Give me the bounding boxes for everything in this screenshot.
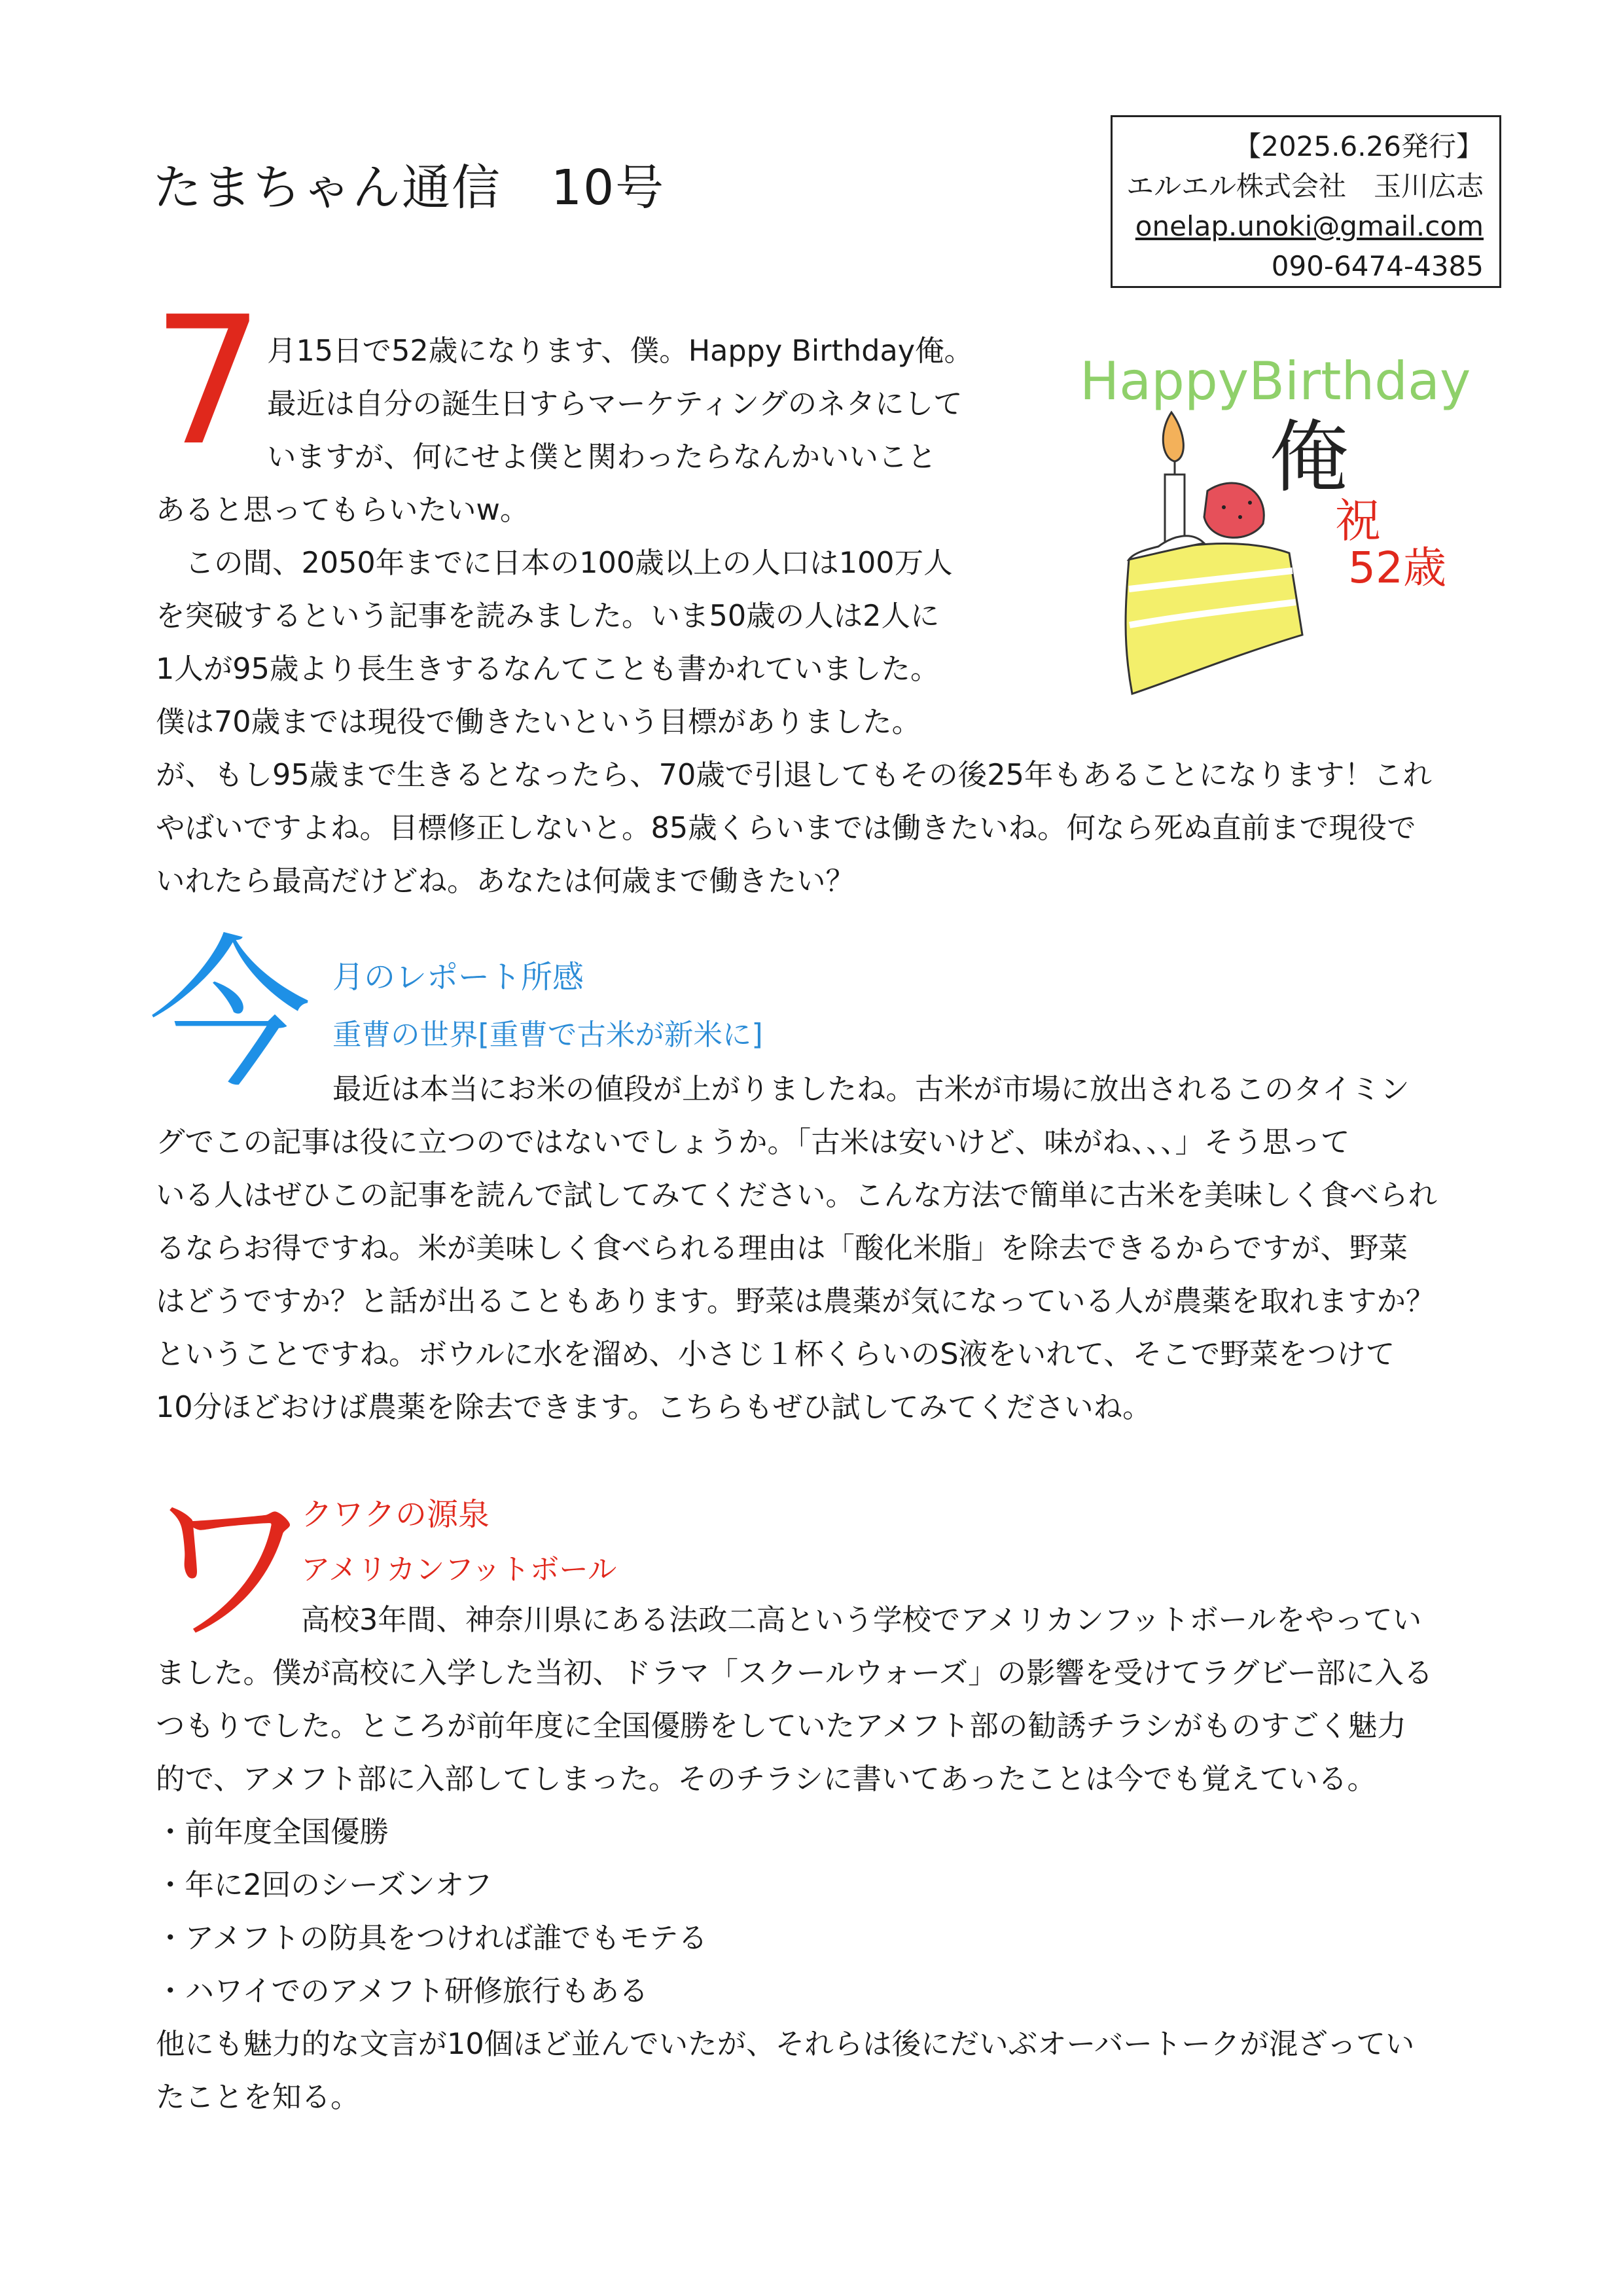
issue-date: 【2025.6.26発行】 [1234, 130, 1484, 162]
section3-bullet: ・前年度全国優勝 [156, 1816, 389, 1849]
section3-line: 的で、アメフト部に入部してしまった。そのチラシに書いてあったことは今でも覚えている。 [156, 1763, 1376, 1796]
happy-birthday-text: HappyBirthday [1080, 351, 1471, 412]
section1-line: いれたら最高だけどね。あなたは何歳まで働きたい？ [156, 865, 855, 898]
page-title: たまちゃん通信 10号 [153, 160, 666, 216]
section2-line: 最近は本当にお米の値段が上がりましたね。古米が市場に放出されるこのタイミン [332, 1073, 1410, 1106]
iwai-text: 祝 [1335, 494, 1381, 548]
section2-title: 月のレポート所感 [332, 959, 584, 996]
section3-subtitle: アメリカンフットボール [301, 1553, 617, 1587]
section3-line: 他にも魅力的な文言が10個ほど並んでいたが、それらは後にだいぶオーバートークが混ざってい [156, 2028, 1415, 2061]
section2-dropcap: 今 [148, 920, 312, 1110]
section1-line: 月15日で52歳になります、僕。Happy Birthday俺。 [267, 334, 974, 368]
section3-line: つもりでした。ところが前年度に全国優勝をしていたアメフト部の勧誘チラシがものすごく魅力 [156, 1710, 1406, 1743]
company-author: エルエル株式会社 玉川広志 [1126, 170, 1484, 202]
section3-bullet: ・アメフトの防具をつければ誰でもモテる [156, 1922, 707, 1955]
section2-line: ということですね。ボウルに水を溜め、小さじ１杯くらいのS液をいれて、そこで野菜をつけて [156, 1338, 1395, 1371]
section1-line: この間、2050年までに日本の100歳以上の人口は100万人 [156, 547, 953, 580]
age-text: 52歳 [1348, 543, 1446, 593]
strawberry-icon [1204, 483, 1264, 537]
section1-line: 最近は自分の誕生日すらマーケティングのネタにして [267, 387, 963, 421]
section3-line: たことを知る。 [156, 2081, 360, 2114]
section1-line: あると思ってもらいたいw。 [156, 493, 529, 527]
section2-line: 10分ほどおけば農薬を除去できます。こちらもぜひ試してみてくださいね。 [156, 1391, 1152, 1424]
section3-bullet: ・ハワイでのアメフト研修旅行もある [156, 1975, 649, 2008]
section3-title: クワクの源泉 [301, 1496, 490, 1533]
section1-dropcap: 7 [152, 278, 264, 484]
section3-body [156, 1594, 1433, 2124]
birthday-cake-illustration [1073, 327, 1505, 713]
section1-line: いますが、何にせよ僕と関わったらなんかいいこと [267, 440, 937, 474]
section2-subtitle: 重曹の世界[重曹で古米が新米に] [332, 1018, 763, 1052]
section2-line: るならお得ですね。米が美味しく食べられる理由は「酸化米脂」を除去できるからですが、野菜 [156, 1232, 1408, 1265]
issuer-info-box [1111, 115, 1501, 288]
section3-dropcap: ワ [144, 1471, 314, 1668]
section2-line: はどうですか？と話が出ることもあります。野菜は農薬が気になっている人が農薬を取れますか？ [156, 1285, 1435, 1318]
section1-line: 1人が95歳より長生きするなんてことも書かれていました。 [156, 653, 940, 686]
section1-line: やばいですよね。目標修正しないと。85歳くらいまでは働きたいね。何なら死ぬ直前まで現役で [156, 812, 1416, 845]
section2-line: いる人はぜひこの記事を読んで試してみてください。こんな方法で簡単に古米を美味しく食べられ [156, 1179, 1438, 1212]
candle-flame-icon [1163, 412, 1183, 461]
section1-line: を突破するという記事を読みました。いま50歳の人は2人に [156, 600, 940, 633]
section3-line: 高校3年間、神奈川県にある法政二高という学校でアメリカンフットボールをやってい [301, 1604, 1422, 1637]
phone-number: 090-6474-4385 [1271, 250, 1484, 282]
section1-intro [267, 325, 973, 484]
section3-line: ました。僕が高校に入学した当初、ドラマ「スクールウォーズ」の影響を受けてラグビー部に入る [156, 1657, 1433, 1690]
ore-text: 俺 [1270, 412, 1348, 503]
section1-line: 僕は70歳までは現役で働きたいという目標がありました。 [156, 706, 921, 739]
section3-bullet: ・年に2回のシーズンオフ [156, 1869, 493, 1902]
section2-body [156, 1063, 1437, 1434]
email-link[interactable]: onelap.unoki@gmail.com [1135, 210, 1484, 242]
section1-line: が、もし95歳まで生きるとなったら、70歳で引退してもその後25年もあることになります！これ [156, 759, 1432, 792]
section2-line: グでこの記事は役に立つのではないでしょうか。「古米は安いけど、味がね、、、」そう思って [156, 1126, 1350, 1159]
